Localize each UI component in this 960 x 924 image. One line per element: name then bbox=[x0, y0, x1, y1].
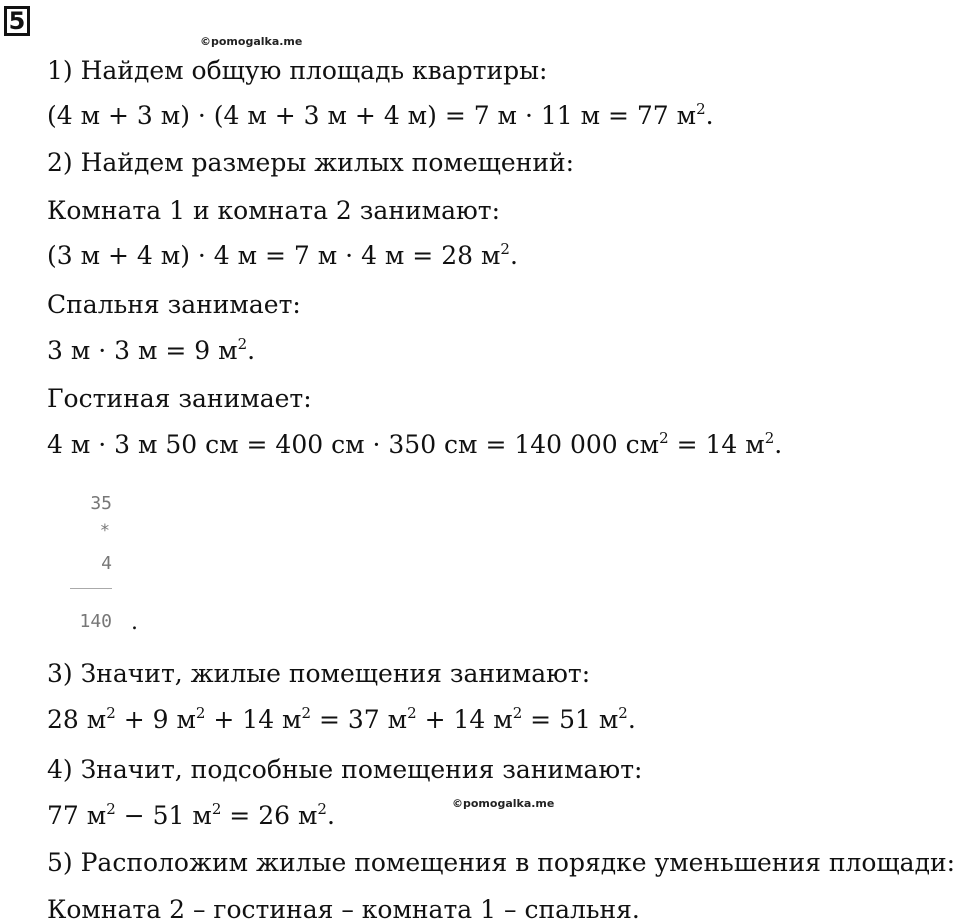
exponent: 2 bbox=[195, 704, 206, 722]
solution-line bbox=[47, 757, 642, 782]
line-text: . bbox=[509, 241, 518, 270]
line-text: = 51 м bbox=[522, 705, 619, 734]
solution-line bbox=[47, 150, 574, 175]
line-text: = 37 м bbox=[311, 705, 408, 734]
exponent: 2 bbox=[659, 429, 669, 447]
line-text: 3) Значит, жилые помещения занимают: bbox=[47, 659, 591, 688]
line-text: . bbox=[247, 336, 256, 365]
line-text: 4) Значит, подсобные помещения занимают: bbox=[47, 755, 643, 784]
line-text: − 51 м bbox=[115, 801, 212, 830]
solution-line bbox=[47, 100, 714, 130]
line-text: = 14 м bbox=[668, 430, 765, 459]
line-text: 3 м · 3 м = 9 м bbox=[47, 336, 238, 365]
line-text: + 9 м bbox=[115, 705, 196, 734]
solution-line bbox=[47, 661, 590, 686]
line-text: = 26 м bbox=[221, 801, 318, 830]
exponent: 2 bbox=[500, 240, 510, 258]
exponent: 2 bbox=[764, 429, 775, 447]
line-text: 2) Найдем размеры жилых помещений: bbox=[47, 148, 575, 177]
line-text: . bbox=[774, 430, 783, 459]
solution-line bbox=[47, 850, 955, 875]
solution-line bbox=[47, 58, 547, 83]
multiplicand: 35 bbox=[90, 493, 112, 514]
exponent: 2 bbox=[317, 800, 327, 818]
solution-line bbox=[47, 897, 640, 922]
solution-line bbox=[47, 292, 301, 317]
exponent: 2 bbox=[696, 100, 706, 118]
result-divider bbox=[70, 588, 112, 589]
multiply-sign: * bbox=[99, 521, 110, 541]
solution-line bbox=[47, 198, 500, 223]
line-text: + 14 м bbox=[205, 705, 302, 734]
line-text: . bbox=[705, 101, 714, 130]
line-text: Комната 2 – гостиная – комната 1 – спальня. bbox=[47, 895, 640, 924]
exponent: 2 bbox=[407, 704, 417, 722]
solution-line bbox=[47, 800, 335, 830]
line-text: 28 м bbox=[47, 705, 107, 734]
multiplier: 4 bbox=[101, 553, 112, 574]
line-text: 77 м bbox=[47, 801, 107, 830]
line-text: (4 м + 3 м) · (4 м + 3 м + 4 м) = 7 м · 11 м = 77 м bbox=[47, 101, 697, 130]
line-text: 4 м · 3 м 50 см = 400 см · 350 см = 140 000 см bbox=[47, 430, 660, 459]
exponent: 2 bbox=[512, 704, 523, 722]
line-text: . bbox=[326, 801, 335, 830]
solution-line bbox=[47, 335, 256, 365]
exponent: 2 bbox=[106, 800, 116, 818]
exponent: 2 bbox=[106, 704, 116, 722]
line-text: (3 м + 4 м) · 4 м = 7 м · 4 м = 28 м bbox=[47, 241, 501, 270]
exponent: 2 bbox=[237, 335, 248, 353]
product: 140 bbox=[79, 611, 112, 632]
line-text: Комната 1 и комната 2 занимают: bbox=[47, 196, 501, 225]
line-text: 5) Расположим жилые помещения в порядке уменьшения площади: bbox=[47, 848, 956, 877]
solution-line bbox=[47, 704, 636, 734]
solution-line bbox=[47, 240, 518, 270]
solution-line bbox=[47, 386, 312, 411]
exponent: 2 bbox=[618, 704, 628, 722]
exponent: 2 bbox=[211, 800, 222, 818]
watermark: ©pomogalka.me bbox=[200, 35, 303, 48]
line-text: Спальня занимает: bbox=[47, 290, 301, 319]
exponent: 2 bbox=[301, 704, 312, 722]
line-text: + 14 м bbox=[416, 705, 513, 734]
line-text: Гостиная занимает: bbox=[47, 384, 312, 413]
period: . bbox=[131, 610, 138, 635]
line-text: . bbox=[627, 705, 636, 734]
line-text: 1) Найдем общую площадь квартиры: bbox=[47, 56, 548, 85]
solution-line bbox=[47, 429, 783, 459]
watermark: ©pomogalka.me bbox=[452, 797, 555, 810]
task-number-badge: 5 bbox=[4, 6, 30, 36]
